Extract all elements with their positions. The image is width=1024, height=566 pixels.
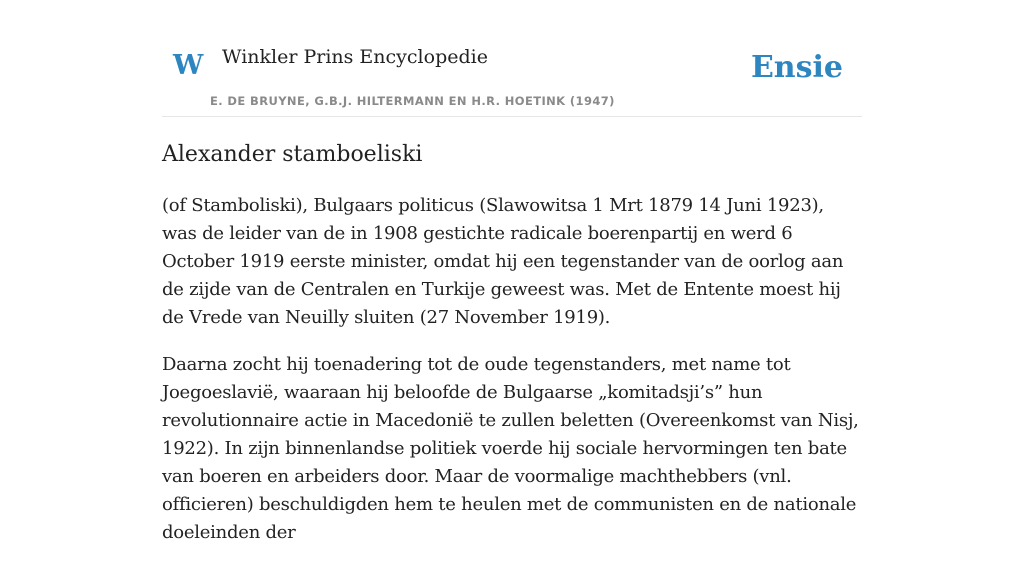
article-title: Alexander stamboeliski — [162, 142, 423, 167]
logo-w-icon[interactable]: W — [173, 50, 204, 81]
article-paragraph-1: (of Stamboliski), Bulgaars politicus (Slawowitsa 1 Mrt 1879 14 Juni 1923), was de leider van de in 1908 gestichte radicale boerenpartij en werd 6 October 1919 eerste minister, omdat hij een tegenstander van de oorlog aan de zijde van de Centralen en Turkije geweest was. Met de Entente moest hij de Vrede van Neuilly sluiten (27 November 1919). — [162, 195, 844, 328]
article-body — [162, 140, 862, 566]
ensie-brand-link[interactable]: Ensie — [750, 50, 843, 85]
site-title-link[interactable]: Winkler Prins Encyclopedie — [222, 46, 488, 68]
authors-byline: E. DE BRUYNE, G.B.J. HILTERMANN EN H.R. HOETINK (1947) — [210, 94, 615, 108]
article-paragraph-2: Daarna zocht hij toenadering tot de oude tegenstanders, met name tot Joegoeslavië, waaraan hij beloofde de Bulgaarse „komitadsji’s” hun revolutionnaire actie in Macedonië te zullen beletten (Overeenkomst van Nisj, 1922). In zijn binnenlandse politiek voerde hij sociale hervormingen ten bate van boeren en arbeiders door. Maar de voormalige machthebbers (vnl. officieren) beschuldigden hem te heulen met de communisten en de nationale doeleinden der — [162, 354, 859, 543]
site-header — [162, 0, 862, 117]
